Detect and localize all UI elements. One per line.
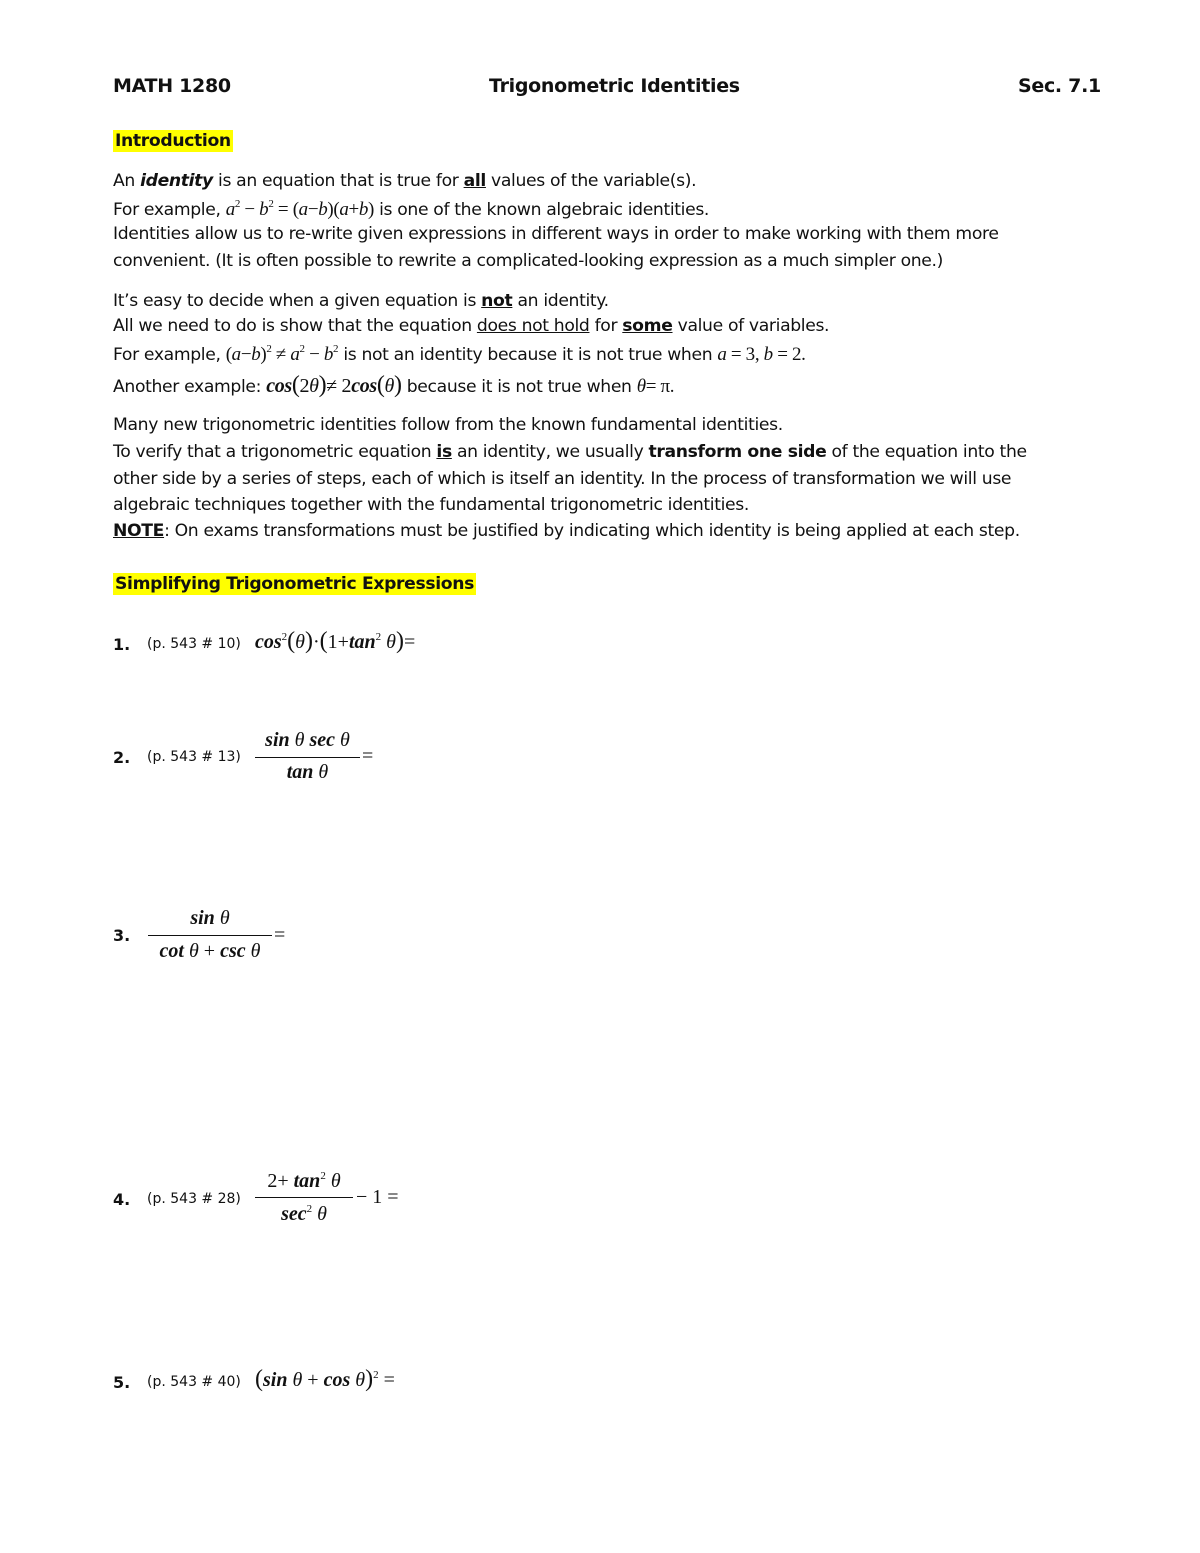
problem-4-number: 4.: [113, 1190, 131, 1209]
simplifying-heading: Simplifying Trigonometric Expressions: [115, 574, 474, 594]
problem-2-fraction-bar: [255, 757, 360, 758]
problem-2-equals: =: [362, 745, 374, 767]
intro-line-1: An identity is an equation that is true for all values of the variable(s).: [113, 171, 697, 191]
intro-line-9: Many new trigonometric identities follow from the known fundamental identities.: [113, 415, 783, 435]
problem-1-expression: $\cos^2(\theta)\cdot(1+\tan^2$ θ)=: [255, 628, 416, 654]
problem-2-numerator: sin θ sec θ: [265, 729, 350, 751]
introduction-heading: Introduction: [115, 131, 231, 151]
section-number: Sec. 7.1: [1018, 75, 1101, 97]
problem-2-ref: (p. 543 # 13): [147, 749, 241, 765]
problem-2-number: 2.: [113, 748, 131, 767]
intro-line-5: It’s easy to decide when a given equation is not an identity.: [113, 291, 609, 311]
problem-3-number: 3.: [113, 926, 131, 945]
cosine-example-formula: cos(2θ)≠ 2cos(θ): [266, 372, 402, 398]
problem-3-equals: =: [274, 924, 286, 946]
problem-3-numerator: sin θ: [190, 907, 230, 929]
algebraic-identity-formula: $a^2 - b^2 = (a-b)(a+b)$: [225, 198, 374, 220]
intro-line-4: convenient. (It is often possible to rewrite a complicated-looking expression as a much simpler one.): [113, 251, 944, 271]
course-code: MATH 1280: [113, 75, 231, 97]
problem-2-denominator: tan θ: [286, 761, 329, 783]
problem-4-tail: − 1 =: [356, 1186, 399, 1208]
problem-3-denominator: cot θ + csc θ: [159, 940, 261, 962]
intro-line-8: Another example: cos(2θ)≠ 2cos(θ) because it is not true when θ= π.: [113, 372, 675, 398]
problem-5-ref: (p. 543 # 40): [147, 1374, 241, 1390]
counterexample-values: a = 3, b = 2.: [717, 344, 806, 365]
non-identity-formula: $(a-b)^2 \ne a^2 - b^2$: [225, 343, 339, 365]
problem-1-number: 1.: [113, 635, 131, 654]
intro-line-6: All we need to do is show that the equation does not hold for some value of variables.: [113, 316, 830, 336]
problem-4-ref: (p. 543 # 28): [147, 1191, 241, 1207]
intro-line-3: Identities allow us to re-write given expressions in different ways in order to make working with them more: [113, 224, 999, 244]
problem-5-number: 5.: [113, 1373, 131, 1392]
page-title: Trigonometric Identities: [489, 75, 740, 97]
intro-line-10: To verify that a trigonometric equation is an identity, we usually transform one side of the equation into the: [113, 442, 1027, 462]
theta-pi-value: θ= π.: [636, 376, 675, 397]
intro-line-11: other side by a series of steps, each of which is itself an identity. In the process of transformation we will use: [113, 469, 1012, 489]
intro-line-12: algebraic techniques together with the fundamental trigonometric identities.: [113, 495, 749, 515]
intro-line-2: For example, $a^2 - b^2 = (a-b)(a+b)$ is one of the known algebraic identities.: [113, 198, 710, 220]
problem-5-expression: (sin θ + cos θ)$^2$ =: [255, 1366, 395, 1392]
problem-4-fraction-bar: [255, 1197, 353, 1198]
problem-4-numerator: $2+ \tan^2 \theta$: [267, 1170, 341, 1192]
problem-3-fraction-bar: [148, 935, 272, 936]
intro-line-7: For example, $(a-b)^2 \ne a^2 - b^2$ is not an identity because it is not true when a = 3, b = 2.: [113, 343, 806, 365]
problem-1-ref: (p. 543 # 10): [147, 636, 241, 652]
note-line: NOTE: On exams transformations must be justified by indicating which identity is being applied at each step.: [113, 521, 1020, 541]
problem-4-denominator: $\sec^2 \theta$: [281, 1203, 327, 1225]
